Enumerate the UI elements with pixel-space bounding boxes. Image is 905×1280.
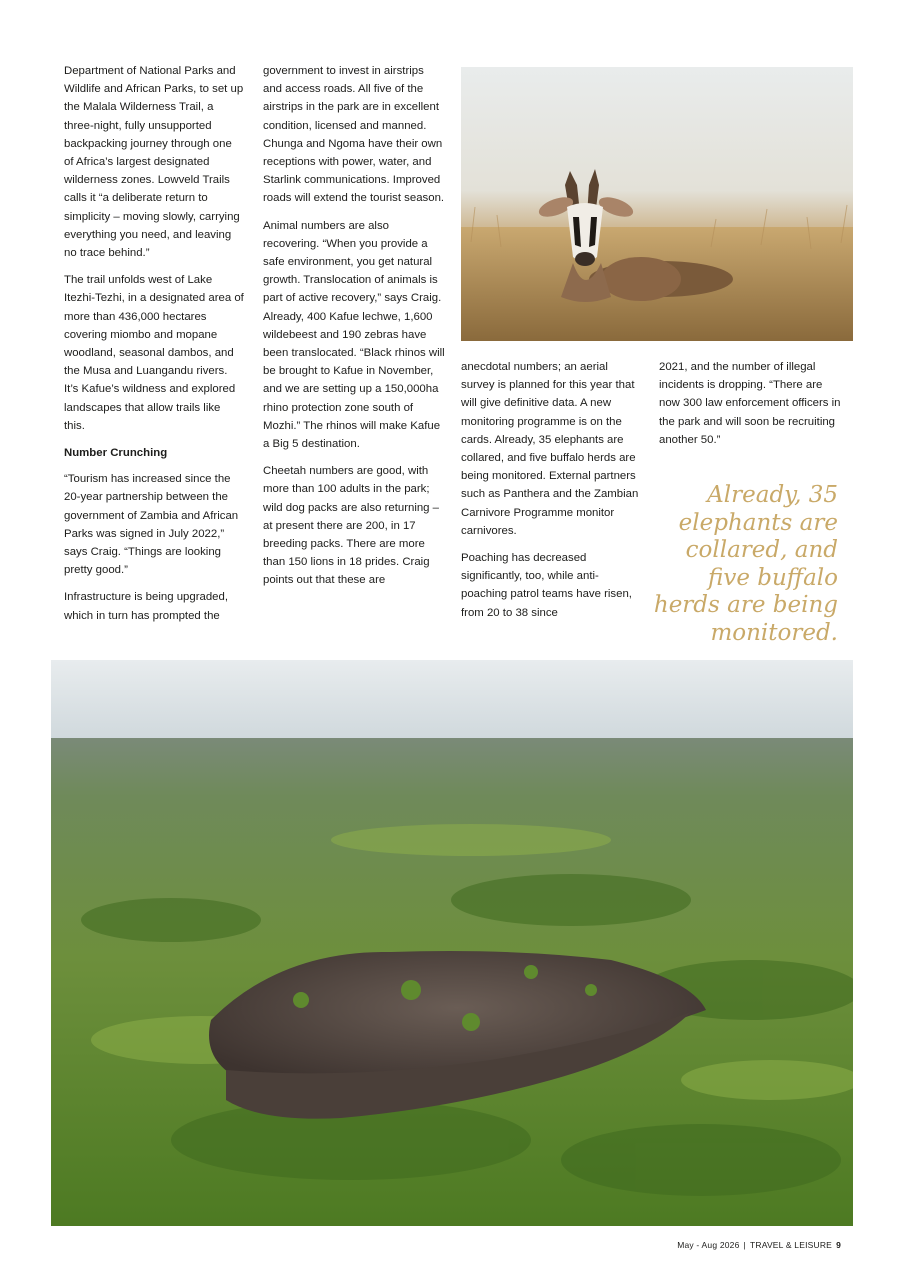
roan-antelope-illustration — [461, 67, 853, 341]
page-footer — [677, 1240, 841, 1250]
section-heading: Number Crunching — [64, 447, 168, 460]
issue-date: May - Aug 2026 — [677, 1240, 740, 1250]
body-paragraph: 2021, and the number of illegal incidents is dropping. “There are now 300 law enforcement officers in the park and will soon be recruiting another 50.” — [659, 361, 841, 446]
page-number: 9 — [836, 1240, 841, 1250]
body-paragraph: government to invest in airstrips and access roads. All five of the airstrips in the park are in excellent condition, licensed and manned. Chunga and Ngoma have their own receptions with power, water, and Starlink communications. Improved roads will extend the tourist season. — [263, 65, 445, 205]
body-paragraph: Department of National Parks and Wildlife and African Parks, to set up the Malala Wilderness Trail, a three-night, fully unsupported backpacking journey through one of Africa’s largest designated wilderness zones. Lowveld Trails calls it “a deliberate return to simplicity – moving slowly, carrying everything you need, and leaving no trace behind.” — [64, 65, 244, 260]
aerial-woodland-illustration — [51, 660, 853, 1226]
body-paragraph: anecdotal numbers; an aerial survey is planned for this year that will give definitive data. A new monitoring programme is on the cards. Already, 35 elephants are collared, and five buffalo herds are being monitored. External partners such as Panthera and the Zambian Carnivore Programme monitor carnivores. — [461, 361, 639, 537]
body-paragraph: Cheetah numbers are good, with more than 100 adults in the park; wild dog packs are also returning – at present there are 200, in 17 breeding packs. There are more than 150 lions in 18 prides. Craig points out that these are — [263, 465, 440, 587]
body-paragraph: “Tourism has increased since the 20-year partnership between the government of Zambia and African Parks was signed in July 2022,” says Craig. “Things are looking pretty good.” — [64, 473, 239, 577]
pull-quote: Already, 35 elephants are collared, and five buffalo herds are being monitored. — [653, 482, 838, 646]
text-column-1 — [64, 62, 244, 634]
publication-name: TRAVEL & LEISURE — [749, 1240, 833, 1250]
aerial-landscape-photo — [51, 660, 853, 1226]
text-column-3 — [461, 358, 643, 631]
body-paragraph: Poaching has decreased significantly, too, while anti-poaching patrol teams have risen, from 20 to 38 since — [461, 552, 632, 619]
body-paragraph: The trail unfolds west of Lake Itezhi-Tezhi, in a designated area of more than 436,000 hectares covering miombo and mopane woodland, seasonal dambos, and the Musa and Luangandu rivers. It’s Kafue’s wildness and explored landscapes that allow trails like this. — [64, 274, 244, 432]
body-paragraph: Animal numbers are also recovering. “When you provide a safe environment, you get natural growth. Translocation of animals is part of active recovery,” says Craig. Already, 400 Kafue lechwe, 1,600 wildebeest and 190 zebras have been translocated. “Black rhinos will be brought to Kafue in November, and we are setting up a 150,000ha rhino protection zone south of Mozhi.” The rhinos will make Kafue a Big 5 destination. — [263, 219, 445, 451]
footer-separator: | — [743, 1240, 746, 1250]
text-column-4 — [659, 358, 841, 458]
body-paragraph: Infrastructure is being upgraded, which in turn has prompted the — [64, 591, 228, 622]
text-column-2 — [263, 62, 445, 599]
roan-antelope-photo — [461, 67, 853, 341]
